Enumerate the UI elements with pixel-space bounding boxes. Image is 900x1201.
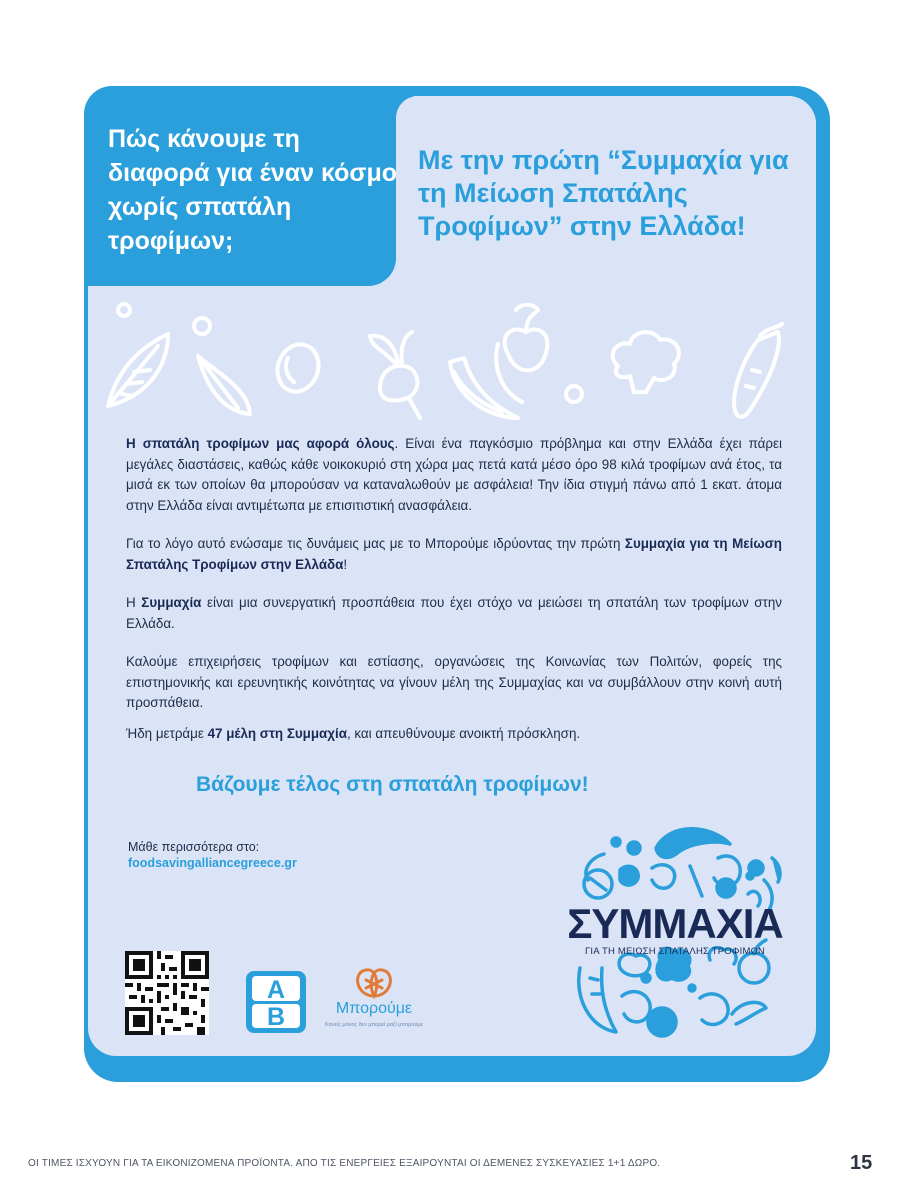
footer-disclaimer: ΟΙ ΤΙΜΕΣ ΙΣΧΥΟΥΝ ΓΙΑ ΤΑ ΕΙΚΟΝΙΖΟΜΕΝΑ ΠΡΟΪΟΝΤΑ. ΑΠΟ ΤΙΣ ΕΝΕΡΓΕΙΕΣ ΕΞΑΙΡΟΥΝΤΑΙ ΟΙ ΔΕΜΕΝΕΣ ΣΥΣΚΕΥΑΣΙΕΣ 1+1 ΔΩΡΟ.: [28, 1158, 661, 1169]
symmaxia-logo: [560, 818, 790, 1048]
question-text: Πώς κάνουμε τη διαφορά για έναν κόσμο χωρίς σπατάλη τροφίμων;: [108, 125, 398, 255]
website-link[interactable]: foodsavingalliancegreece.gr: [128, 856, 297, 870]
radish-icon: [370, 332, 420, 418]
qr-code[interactable]: [125, 951, 209, 1035]
paragraph-1-text: . Είναι ένα παγκόσμιο πρόβλημα και στην Ελλάδα έχει πάρει μεγάλες διαστάσεις, καθώς κάθε νοικοκυριό στη χώρα μας πετά κατά μέσο όρο 98 κιλά τροφίμων ανά έτος, τα μισά εκ των οποίων θα μπορούσαν να καταναλωθούν με ασφάλεια! Την ίδια στιγμή πάνω από 1 εκατ. άτομα στην Ελλάδα είναι αντιμέτωπα με επισιτιστική ανασφάλεια.: [126, 436, 782, 513]
broccoli-icon: [613, 332, 679, 392]
alliance-headline: Με την πρώτη “Συμμαχία για τη Μείωση Σπατάλης Τροφίμων” στην Ελλάδα!: [418, 145, 789, 241]
paragraph-3: [126, 593, 782, 634]
paragraph-5: [126, 724, 782, 745]
page-number: 15: [850, 1152, 873, 1174]
ab-logo: [246, 971, 306, 1033]
food-icons-row: [98, 296, 798, 426]
mporoume-tagline: Κανείς μόνος δεν μπορεί μαζί μπορούμε: [325, 1022, 423, 1028]
paragraph-3-start: Η: [126, 595, 142, 610]
ab-logo-letter-a: A: [266, 976, 286, 1004]
slogan: Βάζουμε τέλος στη σπατάλη τροφίμων!: [196, 773, 589, 796]
pretzel-icon: [322, 960, 426, 1000]
paragraph-5-bold: 47 μέλη στη Συμμαχία: [207, 725, 347, 741]
paragraph-3-bold: Συμμαχία: [141, 595, 202, 610]
paragraph-2-start: Για το λόγο αυτό ενώσαμε τις δυνάμεις μας με το Μπορούμε ιδρύοντας την πρώτη: [126, 536, 625, 551]
body-text: [126, 434, 782, 762]
carrot-icon: [734, 324, 782, 417]
paragraph-4: Καλούμε επιχειρήσεις τροφίμων και εστίασης, οργανώσεις της Κοινωνίας των Πολιτών, φορείς της επιστημονικής και ερευνητικής κοινότητας να γίνουν μέλη της Συμμαχίας και να συμβάλλουν στην κοινή αυτή προσπάθεια.: [126, 654, 782, 710]
mporoume-name: Μπορούμε: [335, 1000, 413, 1017]
learn-more-label: Μάθε περισσότερα στο:: [128, 840, 260, 854]
paragraph-5-start: Ήδη μετράμε: [126, 725, 208, 741]
apple-icon: [496, 305, 547, 402]
lemon-icon: [271, 339, 325, 398]
ab-logo-letter-b: B: [266, 1003, 286, 1031]
paragraph-1-lead: Η σπατάλη τροφίμων μας αφορά όλους: [126, 436, 395, 451]
paragraph-2-bold: Συμμαχία για τη Μείωση Σπατάλης Τροφίμων στην Ελλάδα: [126, 536, 782, 572]
leaves-icon: [108, 304, 250, 414]
symmaxia-wordmark: ΣΥΜΜΑΧΙΑ: [567, 900, 783, 947]
paragraph-2: [126, 534, 782, 575]
symmaxia-subtitle: ΓΙΑ ΤΗ ΜΕΙΩΣΗ ΣΠΑΤΑΛΗΣ ΤΡΟΦΙΜΩΝ: [585, 946, 765, 957]
paragraph-2-end: !: [343, 556, 348, 572]
paragraph-1: [126, 434, 782, 516]
dot-icon: [566, 386, 582, 402]
paragraph-5-end: , και απευθύνουμε ανοικτή πρόσκληση.: [346, 725, 581, 741]
paragraph-3-end: είναι μια συνεργατική προσπάθεια που έχει στόχο να μειώσει τη σπατάλη των τροφίμων στην Ελλάδα.: [126, 595, 782, 631]
mporoume-logo: [322, 960, 426, 1042]
